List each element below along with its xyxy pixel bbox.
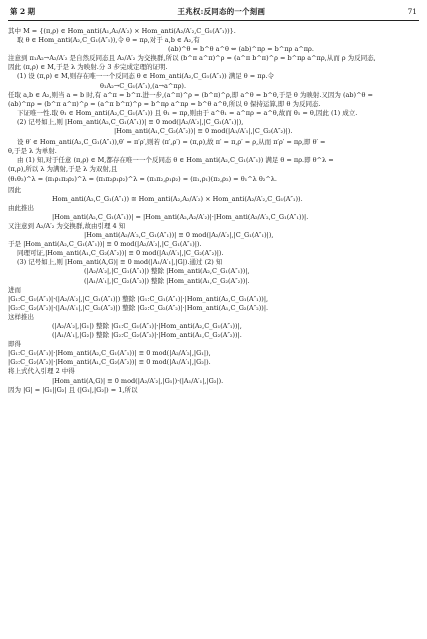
text-line: |G₁:C_G₁(A″₁)|·(|A₂/A′₂|,|C_G₁(A″₁)|) 整除 |G₁:C_G₁(A″₁)|·|Hom_anti(A₂,C_G₁(A″₁))|, (8, 294, 269, 303)
text-line: |G₁:C_G₁(A″₁)|·|Hom_anti(A₂,C_G₁(A″₁))| ≡ 0 mod(|A₂/A′₂|,|G₁|), (8, 349, 211, 358)
text-line: (ab)^θ = b^θ a^θ ⇔ (ab)^πρ = b^πρ a^πρ. (168, 45, 314, 54)
article-body (8, 27, 417, 395)
text-line: 设 θ′ ∈ Hom_anti(A₂,C_G₁(A″₁)),θ′ = π′ρ′,则若 (π′,ρ′) = (π,ρ),故 π′ = π,ρ′ = ρ,从而 π′ρ′ = πρ,即 θ′ = (17, 138, 326, 147)
header-rule (8, 20, 419, 21)
text-line: 由此推出 (8, 203, 34, 212)
text-line: 其中 M = {(π,ρ) ∈ Hom_anti(A₁,A₂/A′₂) × Hom_anti(A₂/A′₂,C_G₁(A″₁))}. (8, 27, 236, 35)
text-line: (|A₁/A′₁|,|G₂|) 整除 |G₂:C_G₂(A″₂)|·|Hom_anti(A₁,C_G₂(A″₂))|. (52, 331, 242, 340)
text-line: |G₂:C_G₂(A″₂)|·(|A₁/A′₁|,|C_G₂(A″₂)|) 整除 |G₂:C_G₂(A″₂)|·|Hom_anti(A₁,C_G₂(A″₂))|. (8, 303, 269, 312)
text-line: 任取 a,b ∈ A₂,则当 a = b 时,有 a^π = b^π.进一步,(a^π)^ρ = (b^π)^ρ,即 a^θ = b^θ,于是 θ 为映射.又因为 (ab)^θ = (8, 90, 373, 99)
text-line: 即得 (8, 340, 21, 349)
text-line: 下证唯一性.取 θ₁ ∈ Hom_anti(A₂,C_G₁(A″₁)) 且 θ₁ = πρ,则由于 a^θ₁ = a^πρ = a^θ,故而 θ₁ = θ,因此 (1) 成立. (17, 108, 358, 117)
text-line: (π,ρ),所以 λ 为满射,于是 λ 为双射,且 (8, 165, 118, 174)
text-line: |Hom_anti(A,G)| ≡ 0 mod(|A₂/A′₂|,|G₁|)·(|A₁/A′₁|,|G₂|). (52, 376, 224, 385)
text-line: 又注意到 A₂/A′₂ 为交换群,故由引理 4 知 (8, 221, 126, 230)
text-line: 于是 |Hom_anti(A₂,C_G₁(A″₁))| ≡ 0 mod(|A₂/A′₂|,|C_G₁(A″₁)|). (8, 240, 202, 249)
text-line: |Hom_anti(A₂/A′₂,C_G₁(A″₁))| ≡ 0 mod(|A₂/A′₂|,|C_G₁(A″₁)|), (84, 231, 274, 240)
text-line: 同理可证,|Hom_anti(A₁,C_G₂(A″₂))| ≡ 0 mod(|A₁/A′₁|,|C_G₂(A″₂)|). (17, 249, 224, 258)
text-line: θ₁A₂→C_G₁(A″₁),(a→a^πρ). (100, 81, 187, 90)
text-line: (2) 记号如上,则 |Hom_anti(A₂,C_G₁(A″₁))| ≡ 0 mod(|A₂/A′₂|,|C_G₁(A″₁)|), (17, 117, 244, 126)
text-line: 由 (1) 知,对于任意 (π,ρ) ∈ M,都存在唯一一个反同态 θ ∈ Hom_anti(A₂,C_G₁(A″₁)) 满足 θ = πρ.即 θ^λ = (17, 156, 334, 165)
text-line: |G₂:C_G₂(A″₂)|·|Hom_anti(A₁,C_G₂(A″₂))| ≡ 0 mod(|A₁/A′₁|,|G₂|). (8, 358, 211, 367)
text-line: (|A₂/A′₂|,|C_G₁(A″₁)|) 整除 |Hom_anti(A₂,C_G₁(A″₁))|, (84, 267, 250, 276)
text-line: 取 θ ∈ Hom_anti(A₂,C_G₁(A″₁)),令 θ = πρ,对于 a,b ∈ A₂,有 (17, 36, 200, 45)
text-line: (ab)^πρ = (b^π a^π)^ρ = (a^π b^π)^ρ = b^πρ a^πρ = b^θ a^θ,所以 θ 保持运算,即 θ 为反同态. (8, 99, 321, 108)
issue-label: 第 2 期 (10, 7, 36, 16)
text-line: (|A₁/A′₁|,|C_G₂(A″₂)|) 整除 |Hom_anti(A₁,C_G₂(A″₂))|. (84, 276, 250, 285)
text-line: |Hom_anti(A₁,C_G₂(A″₂))| ≡ 0 mod(|A₁/A′₁|,|C_G₂(A″₂)|). (114, 127, 293, 136)
text-line: θ,于是 λ 为单射. (8, 147, 57, 156)
running-title: 王兆权:反同态的一个刻画 (177, 7, 266, 16)
text-line: Hom_anti(A₂,C_G₁(A″₁)) ≅ Hom_anti(A₂,A₂/A′₂) × Hom_anti(A₂/A′₂,C_G₁(A″₁)). (52, 194, 303, 203)
text-line: (|A₂/A′₂|,|G₁|) 整除 |G₁:C_G₁(A″₁)|·|Hom_anti(A₂,C_G₁(A″₁))|, (52, 322, 242, 330)
page-header (10, 6, 417, 20)
text-line: 将上式代入引理 2 中得 (8, 367, 75, 376)
text-line: 进而 (8, 285, 21, 294)
text-line: 因此 (π,ρ) ∈ M,于是 λ 为映射.分 3 步完成定理的证明. (8, 63, 168, 72)
page-number: 71 (407, 7, 417, 16)
text-line: (3) 记号如上,则 |Hom_anti(A,G)| ≡ 0 mod(|A₁/A′₁|,|G|).通过 (2) 知 (17, 258, 223, 267)
text-line: (θ₁θ₂)^λ = (π₁ρ₁π₂ρ₂)^λ = (π₁π₂ρ₁ρ₂)^λ = (π₁π₂,ρ₁ρ₂) = (π₁,ρ₁)(π₂,ρ₂) = θ₁^λ θ₂^λ. (8, 174, 277, 183)
text-line: 这样推出 (8, 312, 34, 321)
text-line: 注意到 π₁A₂→A₂/A′₂ 是自然反同态且 A₂/A′₂ 为交换群,所以 (b^π a^π)^ρ = (a^π b^π)^ρ = b^πρ a^πρ,从而 ρ 为反同态, (8, 54, 376, 63)
text-line: (1) 设 (π,ρ) ∈ M,则存在唯一一个反同态 θ ∈ Hom_anti(A₂,C_G₁(A″₁)) 满足 θ = πρ.令 (17, 72, 274, 81)
text-line: 因此 (8, 185, 21, 194)
text-line: 因为 |G| = |G₁||G₂| 且 (|G₁|,|G₂|) = 1,所以 (8, 385, 138, 394)
text-line: |Hom_anti(A₂,C_G₁(A″₁))| = |Hom_anti(A₂,A₂/A′₂)|·|Hom_anti(A₂/A′₂,C_G₁(A″₁))|. (52, 212, 309, 221)
